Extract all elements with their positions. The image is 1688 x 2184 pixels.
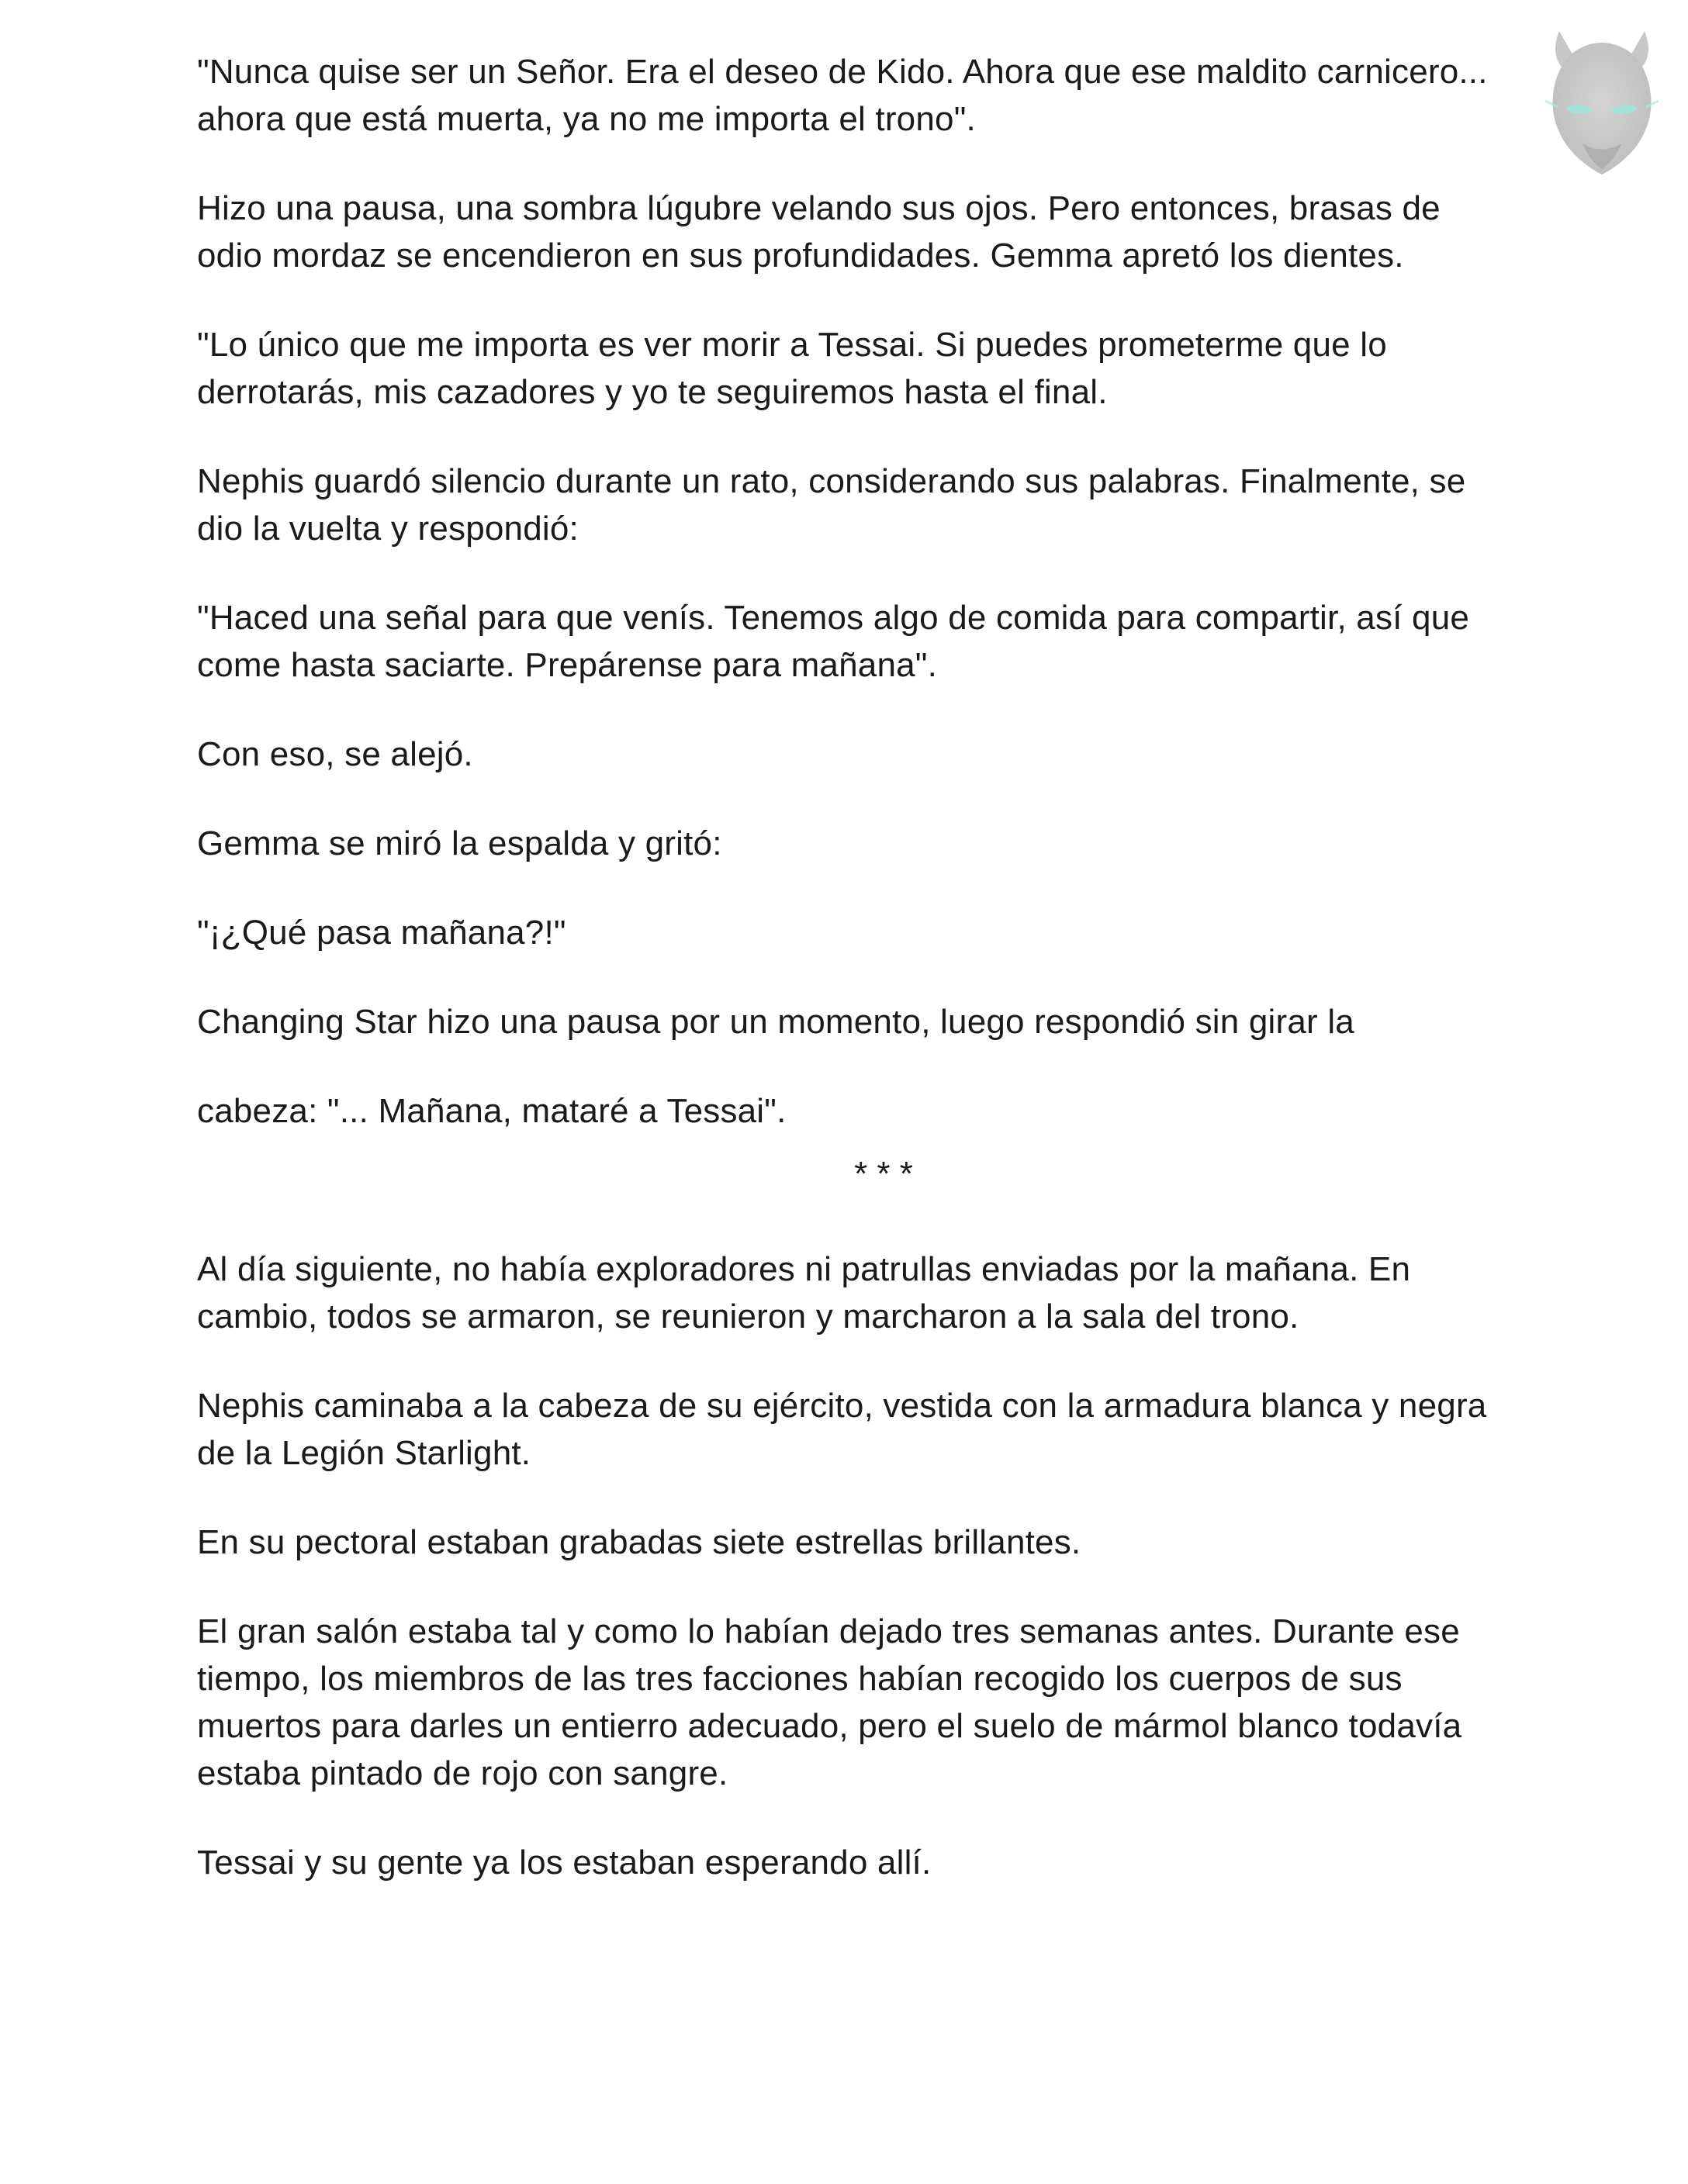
paragraph: Con eso, se alejó. bbox=[197, 735, 473, 773]
paragraph: En su pectoral estaban grabadas siete estrellas brillantes. bbox=[197, 1523, 1081, 1561]
paragraph: Changing Star hizo una pausa por un momento, luego respondió sin girar la bbox=[197, 1003, 1354, 1041]
paragraph: "¡¿Qué pasa mañana?!" bbox=[197, 914, 566, 952]
scene-separator: * * * bbox=[854, 1155, 913, 1193]
paragraph: "Haced una señal para que venís. Tenemos algo de comida para compartir, así que come hasta saciarte. Prepárense para mañana". bbox=[197, 599, 1470, 684]
paragraph: El gran salón estaba tal y como lo habían dejado tres semanas antes. Durante ese tiempo, los miembros de las tres facciones habían recogido los cuerpos de sus muertos para darles un entierro adecuado, pero el suelo de mármol blanco todavía estaba pintado de rojo con sangre. bbox=[197, 1612, 1462, 1792]
paragraph: Al día siguiente, no había exploradores ni patrullas enviadas por la mañana. En cambio, todos se armaron, se reunieron y marcharon a la sala del trono. bbox=[197, 1250, 1411, 1336]
document-body bbox=[197, 48, 1508, 1928]
paragraph: Nephis guardó silencio durante un rato, considerando sus palabras. Finalmente, se dio la vuelta y respondió: bbox=[197, 462, 1466, 548]
paragraph: Hizo una pausa, una sombra lúgubre velando sus ojos. Pero entonces, brasas de odio mordaz se encendieron en sus profundidades. Gemma apretó los dientes. bbox=[197, 189, 1441, 275]
paragraph: cabeza: "... Mañana, mataré a Tessai". bbox=[197, 1092, 787, 1130]
paragraph: Gemma se miró la espalda y gritó: bbox=[197, 824, 722, 862]
paragraph: Tessai y su gente ya los estaban esperando allí. bbox=[197, 1844, 932, 1882]
paragraph: "Nunca quise ser un Señor. Era el deseo de Kido. Ahora que ese maldito carnicero... ahora que está muerta, ya no me importa el trono". bbox=[197, 53, 1488, 138]
paragraph: "Lo único que me importa es ver morir a Tessai. Si puedes prometerme que lo derrotarás, mis cazadores y yo te seguiremos hasta el final. bbox=[197, 326, 1387, 411]
paragraph: Nephis caminaba a la cabeza de su ejército, vestida con la armadura blanca y negra de la Legión Starlight. bbox=[197, 1387, 1487, 1472]
demon-head-logo-icon bbox=[1528, 16, 1676, 186]
